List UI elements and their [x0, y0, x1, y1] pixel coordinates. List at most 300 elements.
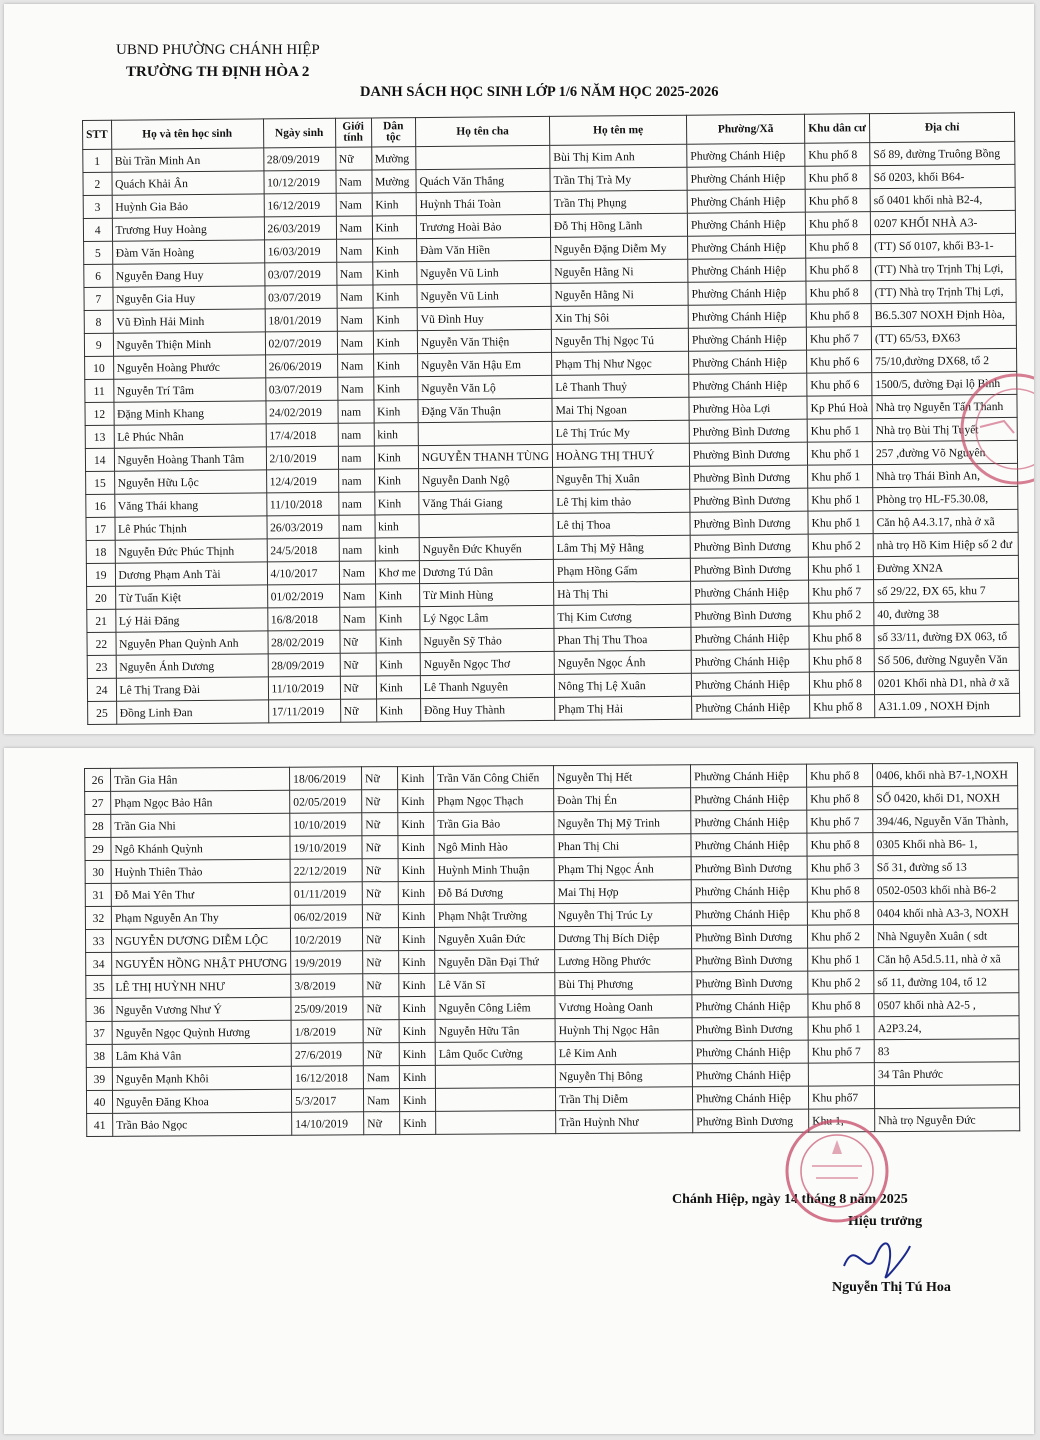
table-cell: Nguyễn Đức Khuyến — [419, 536, 553, 560]
table-cell: Kinh — [376, 699, 421, 722]
table-cell: nam — [339, 538, 375, 561]
table-cell: Huỳnh Thái Toàn — [416, 191, 550, 215]
table-cell: Nhà trọ Bùi Thị Tuyết — [872, 417, 1017, 441]
table-cell: Nguyễn Vương Như Ý — [112, 997, 291, 1021]
table-cell: Nam — [337, 354, 373, 377]
table-cell: Kinh — [398, 835, 434, 858]
column-header: STT — [83, 120, 112, 149]
table-cell: Nguyễn Ngọc Ánh — [554, 650, 691, 674]
table-cell: 01/11/2019 — [290, 882, 362, 905]
table-cell: Phường Chánh Hiệp — [691, 902, 807, 926]
table-cell: Phạm Thị Ngọc Ánh — [554, 857, 691, 881]
table-cell: 0305 Khối nhà B6- 1, — [873, 832, 1018, 856]
table-cell: Phường Chánh Hiệp — [687, 166, 805, 190]
table-cell: Nữ — [363, 951, 399, 974]
table-cell: Phường Bình Dương — [689, 419, 807, 443]
table-cell: 3/8/2019 — [291, 974, 363, 997]
table-cell: Kinh — [374, 469, 419, 492]
table-cell: Phường Chánh Hiệp — [691, 672, 809, 696]
table-cell: Nữ — [362, 813, 398, 836]
table-cell: Nữ — [340, 699, 376, 722]
table-cell: A2P3.24, — [874, 1016, 1019, 1040]
table-cell: 12/4/2019 — [266, 469, 338, 493]
table-cell: Dương Thị Bích Diệp — [555, 926, 692, 950]
table-cell: Nguyễn Mạnh Khôi — [112, 1066, 291, 1090]
table-cell: 39 — [86, 1067, 112, 1090]
table-cell: 22/12/2019 — [290, 859, 362, 882]
table-cell: 10/2/2019 — [291, 928, 363, 951]
table-cell — [436, 1088, 556, 1112]
table-cell: số 11, đường 104, tổ 12 — [874, 970, 1019, 994]
table-cell: Khu phố 8 — [805, 189, 870, 213]
table-cell: Nguyễn Văn Thiện — [417, 329, 551, 353]
table-cell: Lê Thị kim thảo — [553, 489, 690, 513]
table-cell: Khu phố 1 — [807, 442, 872, 466]
table-cell: Khu phố 2 — [808, 925, 874, 948]
table-cell: B6.5.307 NOXH Định Hòa, — [871, 302, 1016, 326]
table-cell: Phường Bình Dương — [690, 488, 808, 512]
table-cell: Khu phố 7 — [807, 810, 873, 833]
table-cell: 27/6/2019 — [291, 1043, 363, 1066]
column-header: Ngày sinh — [263, 118, 335, 148]
table-cell: Nữ — [363, 997, 399, 1020]
table-cell: 1 — [83, 149, 112, 172]
student-table — [82, 112, 1020, 725]
table-cell: 19 — [86, 563, 115, 586]
table-cell: Phường Chánh Hiệp — [691, 879, 807, 903]
table-cell: Kinh — [374, 446, 419, 469]
table-cell: Phường Chánh Hiệp — [692, 1063, 808, 1087]
table-cell: Nam — [336, 262, 372, 285]
table-cell: Khu phố 8 — [807, 879, 873, 902]
table-cell — [436, 1111, 556, 1135]
table-cell: 03/07/2019 — [265, 377, 337, 401]
table-cell: 26/06/2019 — [265, 354, 337, 378]
table-cell: 26 — [85, 768, 111, 791]
table-cell: 40, đường 38 — [874, 601, 1019, 625]
table-cell: Nguyễn Vũ Linh — [417, 260, 551, 284]
table-cell: Phường Chánh Hiệp — [691, 787, 807, 811]
table-cell: Phường Chánh Hiệp — [691, 833, 807, 857]
table-cell: 26/03/2019 — [266, 515, 338, 539]
table-cell: Kinh — [376, 676, 421, 699]
table-cell: Nhà trọ Nguyễn Tấn Thanh — [872, 394, 1017, 418]
table-cell: 15 — [86, 471, 115, 494]
table-cell: (TT) Nhà trọ Trịnh Thị Lợi, — [871, 256, 1016, 280]
table-cell: Phường Bình Dương — [691, 856, 807, 880]
column-header: Họ và tên học sinh — [111, 119, 263, 149]
document-page-2 — [4, 748, 1034, 1434]
table-cell: Trần Thị Phụng — [550, 190, 687, 214]
table-cell: Khu phố 6 — [807, 373, 872, 397]
table-cell: Phường Chánh Hiệp — [687, 143, 805, 167]
table-cell: 24/5/2018 — [267, 538, 339, 562]
table-cell: Hà Thị Thi — [554, 581, 691, 605]
table-cell: Nguyễn Đức Phúc Thịnh — [115, 539, 267, 563]
table-cell: Lê Văn Sĩ — [435, 973, 555, 997]
table-cell: Phan Thị Chi — [554, 834, 691, 858]
table-cell: nam — [338, 423, 374, 446]
table-cell: Văng Thái Giang — [419, 490, 553, 514]
table-cell: 0502-0503 khối nhà B6-2 — [873, 878, 1018, 902]
table-cell: 16/12/2019 — [264, 193, 336, 217]
table-cell: 10/10/2019 — [290, 813, 362, 836]
table-cell: Nam — [337, 308, 373, 331]
student-table-continued — [84, 762, 1020, 1137]
table-cell: Đàm Văn Hiền — [416, 237, 550, 261]
table-cell: 12 — [85, 402, 114, 425]
table-cell: Phường Chánh Hiệp — [692, 994, 808, 1018]
table-cell: Nguyễn Xuân Đức — [435, 927, 555, 951]
table-cell: 17/11/2019 — [268, 699, 340, 723]
table-cell: Bùi Thị Phương — [555, 972, 692, 996]
table-cell: Nam — [364, 1089, 400, 1112]
table-cell: 16/03/2019 — [264, 239, 336, 263]
table-cell: 5/3/2017 — [292, 1089, 364, 1112]
signer-name: Nguyễn Thị Tú Hoa — [832, 1280, 951, 1295]
table-cell: Ngô Khánh Quỳnh — [111, 836, 290, 860]
table-cell: Lê Kim Anh — [555, 1041, 692, 1065]
table-cell: 16/12/2018 — [291, 1066, 363, 1089]
table-cell: Khu phố 7 — [808, 1040, 874, 1063]
table-cell: Phường Chánh Hiệp — [691, 626, 809, 650]
table-cell: 34 — [86, 952, 112, 975]
table-cell: Trần Gia Hân — [111, 767, 290, 791]
table-cell: Phường Chánh Hiệp — [692, 1040, 808, 1064]
table-cell: Phường Chánh Hiệp — [693, 1086, 809, 1110]
table-cell: 28/09/2019 — [268, 653, 340, 677]
table-cell: Khu phố 1 — [808, 948, 874, 971]
table-cell: Khu phố 1 — [808, 557, 873, 581]
table-cell: Kinh — [376, 653, 421, 676]
table-cell: Kinh — [374, 492, 419, 515]
table-cell: nam — [338, 492, 374, 515]
table-cell: Số 89, đường Truông Bồng — [870, 141, 1015, 165]
table-cell: Nguyễn Thị Mỹ Trinh — [554, 811, 691, 835]
table-cell: Khu phố 1 — [807, 419, 872, 443]
table-cell: Khu phố 8 — [809, 672, 874, 696]
table-cell: Từ Minh Hùng — [419, 582, 553, 606]
table-cell: Kinh — [373, 377, 418, 400]
table-cell: 35 — [86, 975, 112, 998]
table-cell: 6 — [84, 264, 113, 287]
table-cell: Nữ — [363, 974, 399, 997]
table-cell: 41 — [87, 1113, 113, 1136]
table-cell: 28/09/2019 — [263, 147, 335, 171]
table-cell: Nam — [339, 561, 375, 584]
table-cell: 21 — [87, 609, 116, 632]
table-cell: (TT) 65/53, ĐX63 — [871, 325, 1016, 349]
table-cell: Nguyễn Hoàng Thanh Tâm — [114, 447, 266, 471]
table-cell: Mường — [371, 170, 416, 193]
table-cell: Nguyễn Hằng Ni — [551, 282, 688, 306]
document-page-1 — [4, 4, 1034, 734]
table-cell: 9 — [84, 333, 113, 356]
table-cell: Nhà trọ Nguyễn Đức — [875, 1108, 1020, 1132]
table-cell: Trương Hoài Bảo — [416, 214, 550, 238]
table-cell: Kinh — [372, 285, 417, 308]
table-cell: Khu phố 8 — [810, 695, 875, 719]
table-cell: Nguyễn Thị Trúc Ly — [554, 903, 691, 927]
table-cell: Khu 1, — [809, 1109, 875, 1132]
table-cell: Lê Phúc Thịnh — [114, 516, 266, 540]
table-cell: Phường Bình Dương — [691, 603, 809, 627]
table-cell: 36 — [86, 998, 112, 1021]
table-cell: Khu phố 8 — [806, 258, 871, 282]
table-cell: Kinh — [375, 584, 420, 607]
table-cell: Khu phố 7 — [806, 327, 871, 351]
table-cell: Bùi Trần Minh An — [111, 148, 263, 172]
table-cell: 37 — [86, 1021, 112, 1044]
table-cell: Dương Tú Dân — [419, 559, 553, 583]
table-cell: số 0401 khối nhà B2-4, — [870, 187, 1015, 211]
table-cell: kinh — [375, 538, 420, 561]
table-cell: Phòng trọ HL-F5.30.08, — [873, 486, 1018, 510]
table-cell: Khu phố 8 — [805, 212, 870, 236]
table-cell: Kinh — [399, 1019, 435, 1042]
table-cell: Nữ — [362, 836, 398, 859]
column-header: Họ tên cha — [415, 116, 549, 146]
table-cell: Kinh — [372, 193, 417, 216]
table-cell: Nam — [336, 285, 372, 308]
table-cell: Phường Chánh Hiệp — [688, 304, 806, 328]
table-cell: Mai Thị Ngoan — [552, 397, 689, 421]
table-cell: NGUYỄN THANH TÙNG — [418, 444, 552, 468]
table-cell: Phạm Nguyễn An Thy — [111, 905, 290, 929]
table-cell: 13 — [85, 425, 114, 448]
table-cell: 1/8/2019 — [291, 1020, 363, 1043]
table-cell: 19/10/2019 — [290, 836, 362, 859]
table-cell: Kinh — [373, 331, 418, 354]
table-cell: Nữ — [362, 905, 398, 928]
table-cell: Khu phố 8 — [807, 902, 873, 925]
school-stamp-partial — [944, 369, 1034, 489]
table-cell: Số 506, đường Nguyễn Văn — [874, 647, 1019, 671]
table-cell: Khu phố 8 — [807, 787, 873, 810]
table-cell: Phường Bình Dương — [692, 948, 808, 972]
table-cell: Trần Huỳnh Như — [556, 1110, 693, 1134]
table-cell: Nữ — [335, 147, 371, 170]
table-cell: 257 ,đường Võ Nguyên — [872, 440, 1017, 464]
table-cell: Đàm Văn Hoàng — [112, 240, 264, 264]
table-cell: 31 — [85, 883, 111, 906]
table-cell: Khu phố 2 — [809, 603, 874, 627]
table-cell: (TT) Nhà trọ Trịnh Thị Lợi, — [871, 279, 1016, 303]
table-cell: Số 0203, khối B64- — [870, 164, 1015, 188]
table-cell: 02/05/2019 — [290, 790, 362, 813]
table-cell — [435, 1065, 555, 1089]
table-cell: Khu phố 2 — [808, 971, 874, 994]
table-cell: nam — [337, 400, 373, 423]
table-cell: 0406, khối nhà B7-1,NOXH — [873, 763, 1018, 787]
table-cell: Khu phố 8 — [806, 281, 871, 305]
table-cell: Trần Văn Công Chiến — [434, 766, 554, 790]
table-cell: Nam — [337, 377, 373, 400]
table-cell: 3 — [83, 195, 112, 218]
table-cell: 83 — [874, 1039, 1019, 1063]
table-cell: 01/02/2019 — [267, 584, 339, 608]
table-cell: Nguyễn Gia Huy — [112, 286, 264, 310]
table-cell: NGUYỄN DƯƠNG DIỄM LỘC — [111, 928, 290, 952]
table-cell: kinh — [374, 515, 419, 538]
table-cell: Khu phố 8 — [806, 304, 871, 328]
table-cell: Kinh — [373, 400, 418, 423]
table-cell: Đồng Linh Đan — [116, 700, 268, 724]
table-cell: Phường Chánh Hiệp — [688, 281, 806, 305]
table-cell: 17 — [86, 517, 115, 540]
table-cell: Dương Phạm Anh Tài — [115, 562, 267, 586]
table-cell: Nguyễn Thị Xuân — [553, 466, 690, 490]
table-cell: Nữ — [363, 1043, 399, 1066]
table-cell: Kinh — [400, 1111, 436, 1134]
table-cell: Nam — [339, 584, 375, 607]
table-cell: Phường Bình Dương — [690, 465, 808, 489]
table-cell: 11/10/2018 — [266, 492, 338, 516]
table-cell: Kinh — [375, 607, 420, 630]
table-cell: Nông Thị Lệ Xuân — [554, 673, 691, 697]
table-cell: Kinh — [375, 630, 420, 653]
table-cell: Phường Chánh Hiệp — [688, 258, 806, 282]
table-cell: Trần Bảo Ngọc — [113, 1112, 292, 1136]
table-cell: Khu phố 1 — [808, 511, 873, 535]
table-cell: Phường Chánh Hiệp — [691, 649, 809, 673]
table-cell: Kinh — [399, 973, 435, 996]
table-cell: Quách Khải Ân — [111, 171, 263, 195]
table-cell: Trần Thị Trà My — [550, 167, 687, 191]
table-cell: Nguyễn Hoàng Phước — [113, 355, 265, 379]
table-cell: Phường Bình Dương — [689, 442, 807, 466]
table-cell: 10/12/2019 — [263, 170, 335, 194]
table-cell: Khu phố 1 — [808, 1017, 874, 1040]
table-cell: 27 — [85, 791, 111, 814]
table-cell: Phường Chánh Hiệp — [687, 189, 805, 213]
table-cell: Nguyễn Hằng Ni — [551, 259, 688, 283]
table-cell: Đường XN2A — [873, 555, 1018, 579]
table-cell: Kinh — [399, 1065, 435, 1088]
table-cell: Nhà Nguyễn Xuân ( sdt — [874, 924, 1019, 948]
table-cell: Nguyễn Thị Hết — [554, 765, 691, 789]
school-name: TRƯỜNG TH ĐỊNH HÒA 2 — [126, 64, 310, 80]
table-cell: 32 — [85, 906, 111, 929]
table-cell: Khu phố 8 — [809, 649, 874, 673]
table-cell: Nữ — [362, 882, 398, 905]
table-cell: Đặng Minh Khang — [113, 401, 265, 425]
table-cell: 14/10/2019 — [292, 1112, 364, 1135]
table-cell: 18 — [86, 540, 115, 563]
table-cell: Ngô Minh Hào — [434, 835, 554, 859]
table-cell: 14 — [85, 448, 114, 471]
table-cell: Khu phố 8 — [807, 764, 873, 787]
table-cell: Phạm Nhật Trường — [434, 904, 554, 928]
table-cell: Phạm Hồng Gấm — [553, 558, 690, 582]
table-cell — [875, 1085, 1020, 1109]
table-cell: 16/8/2018 — [267, 607, 339, 631]
column-header: Giới tính — [335, 118, 371, 147]
column-header: Họ tên mẹ — [550, 115, 687, 145]
table-cell: Nhà trọ Thái Bình An, — [873, 463, 1018, 487]
table-cell: Nữ — [362, 859, 398, 882]
table-cell: Kinh — [372, 239, 417, 262]
table-cell: Khu phố 3 — [807, 856, 873, 879]
table-cell: 1500/5, đường Đại lộ Bình — [872, 371, 1017, 395]
table-cell: Phường Bình Dương — [690, 534, 808, 558]
signer-position: Hiệu trưởng — [848, 1214, 923, 1229]
table-cell: Văng Thái khang — [114, 493, 266, 517]
table-cell: Nam — [336, 216, 372, 239]
table-cell: nhà trọ Hồ Kim Hiệp số 2 đư — [873, 532, 1018, 556]
table-cell: Nữ — [362, 767, 398, 790]
table-cell: 16 — [86, 494, 115, 517]
table-cell: Phường Chánh Hiệp — [687, 212, 805, 236]
table-cell: 20 — [87, 586, 116, 609]
table-cell: Nam — [363, 1066, 399, 1089]
table-cell: Huỳnh Thiên Thảo — [111, 859, 290, 883]
table-cell: 0404 khối nhà A3-3, NOXH — [873, 901, 1018, 925]
table-cell: Huỳnh Minh Thuận — [434, 858, 554, 882]
table-cell: Phường Chánh Hiệp — [691, 764, 807, 788]
table-cell: Phan Thị Thu Thoa — [554, 627, 691, 651]
table-cell: 7 — [84, 287, 113, 310]
handwritten-signature — [836, 1226, 916, 1286]
table-cell: 8 — [84, 310, 113, 333]
table-cell: Nguyễn Dần Đại Thứ — [435, 950, 555, 974]
table-cell: Nữ — [363, 928, 399, 951]
table-cell: Khu phố 1 — [808, 465, 873, 489]
table-cell: Vũ Đình Hải Minh — [113, 309, 265, 333]
table-cell: Căn hộ A4.3.17, nhà ở xã — [873, 509, 1018, 533]
column-header: Địa chỉ — [869, 112, 1014, 142]
table-cell: Nữ — [339, 630, 375, 653]
table-cell: Kinh — [398, 812, 434, 835]
table-cell: Kinh — [399, 996, 435, 1019]
table-cell: Số 31, đường số 13 — [873, 855, 1018, 879]
table-cell: 28 — [85, 814, 111, 837]
table-cell: Nữ — [364, 1112, 400, 1135]
table-cell: Nữ — [362, 790, 398, 813]
table-cell: Kp Phú Hoà — [807, 396, 872, 420]
table-cell: Đặng Văn Thuận — [418, 398, 552, 422]
table-cell: Phường Chánh Hiệp — [688, 235, 806, 259]
table-cell: Khu phố 1 — [808, 488, 873, 512]
table-cell: Kinh — [373, 308, 418, 331]
table-cell: Phường Bình Dương — [692, 1017, 808, 1041]
table-cell: Nam — [339, 607, 375, 630]
table-cell: Huỳnh Gia Bảo — [112, 194, 264, 218]
table-cell: 29 — [85, 837, 111, 860]
table-cell: Bùi Thị Kim Anh — [550, 144, 687, 168]
table-cell: Nam — [336, 193, 372, 216]
table-cell: Khu phố 8 — [805, 143, 870, 167]
table-cell: Phường Chánh Hiệp — [689, 350, 807, 374]
table-cell: Từ Tuấn Kiệt — [115, 585, 267, 609]
table-cell: 5 — [84, 241, 113, 264]
table-cell: Đồng Huy Thành — [420, 697, 554, 721]
table-cell: Lý Ngọc Lâm — [420, 605, 554, 629]
table-cell: Phạm Ngọc Bảo Hân — [111, 790, 290, 814]
signature-date: Chánh Hiệp, ngày 14 tháng 8 năm 2025 — [672, 1192, 908, 1207]
table-cell: Nguyễn Trí Tâm — [113, 378, 265, 402]
table-cell: Nguyễn Ánh Dương — [116, 654, 268, 678]
page-title: DANH SÁCH HỌC SINH LỚP 1/6 NĂM HỌC 2025-2026 — [360, 84, 719, 100]
table-cell: 0507 khối nhà A2-5 , — [874, 993, 1019, 1017]
table-cell: Kinh — [373, 354, 418, 377]
table-cell: 38 — [86, 1044, 112, 1067]
table-cell: 10 — [85, 356, 114, 379]
table-cell: Nguyễn Văn Lộ — [418, 375, 552, 399]
table-cell: Lê Thị Trúc My — [552, 420, 689, 444]
table-cell: Khu phố 8 — [805, 166, 870, 190]
table-cell: Phường Bình Dương — [692, 925, 808, 949]
